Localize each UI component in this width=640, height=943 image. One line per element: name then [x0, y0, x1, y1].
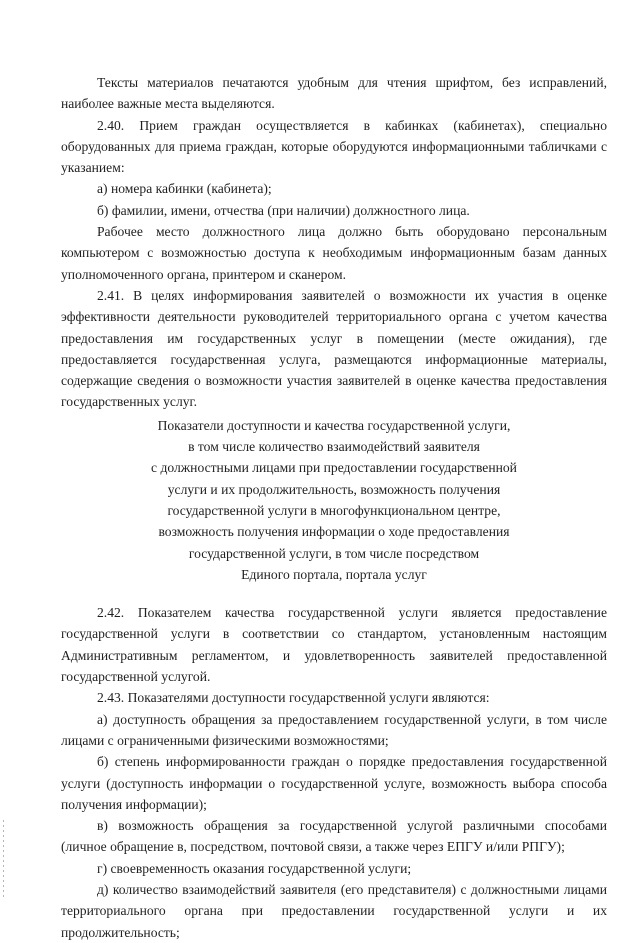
heading-line: Единого портала, портала услуг: [241, 566, 427, 582]
heading-line: Показатели доступности и качества государственной услуги,: [157, 417, 511, 433]
list-item-b-information-level: б) степень информированности граждан о порядке предоставления государственной услуги (доступность информации о государственной услуге, возможность выбора способа получения информации);: [61, 754, 607, 812]
paragraph-materials-font: Тексты материалов печатаются удобным для чтения шрифтом, без исправлений, наиболее важные места выделяются.: [61, 75, 607, 112]
list-item-e-interactions: д) количество взаимодействий заявителя (его представителя) с должностными лицами территориального органа при предоставлении государственной услуги и их продолжительность;: [61, 881, 607, 940]
list-item-d-timeliness: г) своевременность оказания государственной услуги;: [97, 860, 412, 876]
list-item-a-accessibility: а) доступность обращения за предоставлением государственной услуги, в том числе лицами с ограниченными физическими возможностями;: [61, 711, 607, 748]
list-item-c-request-methods: в) возможность обращения за государственной услугой различными способами (личное обращение в, посредством, почтовой связи, а также через ЕПГУ и/или РПГУ);: [61, 818, 607, 855]
paragraph-2-41: 2.41. В целях информирования заявителей о возможности их участия в оценке эффективности деятельности руководителей территориального органа с учетом качества предоставления им государственных услуг в помещении (месте ожидания), где предоставляется государственная услуга, размещаются информационные материалы, содержащие сведения о возможности участия заявителей в оценке качества предоставления государственных услуг.: [61, 287, 607, 410]
section-heading: [61, 415, 607, 585]
heading-line: государственной услуги в многофункциональном центре,: [167, 502, 501, 518]
scan-margin-mark: [3, 820, 4, 900]
list-item-a-cabin-number: а) номера кабинки (кабинета);: [97, 181, 272, 197]
heading-line: услуги и их продолжительность, возможность получения: [167, 481, 501, 497]
list-item-b-official-name: б) фамилии, имени, отчества (при наличии) должностного лица.: [97, 202, 470, 218]
paragraph-workplace: Рабочее место должностного лица должно быть оборудовано персональным компьютером с возможностью доступа к необходимым информационным базам данных уполномоченного органа, принтером и сканером.: [61, 224, 607, 282]
paragraph-2-43: 2.43. Показателями доступности государственной услуги являются:: [97, 690, 490, 706]
heading-line: возможность получения информации о ходе предоставления: [158, 524, 510, 540]
heading-line: в том числе количество взаимодействий заявителя: [188, 439, 480, 455]
paragraph-2-42: 2.42. Показателем качества государственной услуги является предоставление государственной услуги в соответствии со стандартом, установленным настоящим Административным регламентом, и удовлетворенность заявителей предоставленной государственной услугой.: [61, 605, 607, 685]
heading-line: государственной услуги, в том числе посредством: [188, 545, 480, 561]
document-body: [61, 72, 607, 943]
paragraph-2-40: 2.40. Прием граждан осуществляется в кабинках (кабинетах), специально оборудованных для приема граждан, которые оборудуются информационными табличками с указанием:: [61, 117, 607, 176]
heading-line: с должностными лицами при предоставлении государственной: [151, 460, 517, 476]
